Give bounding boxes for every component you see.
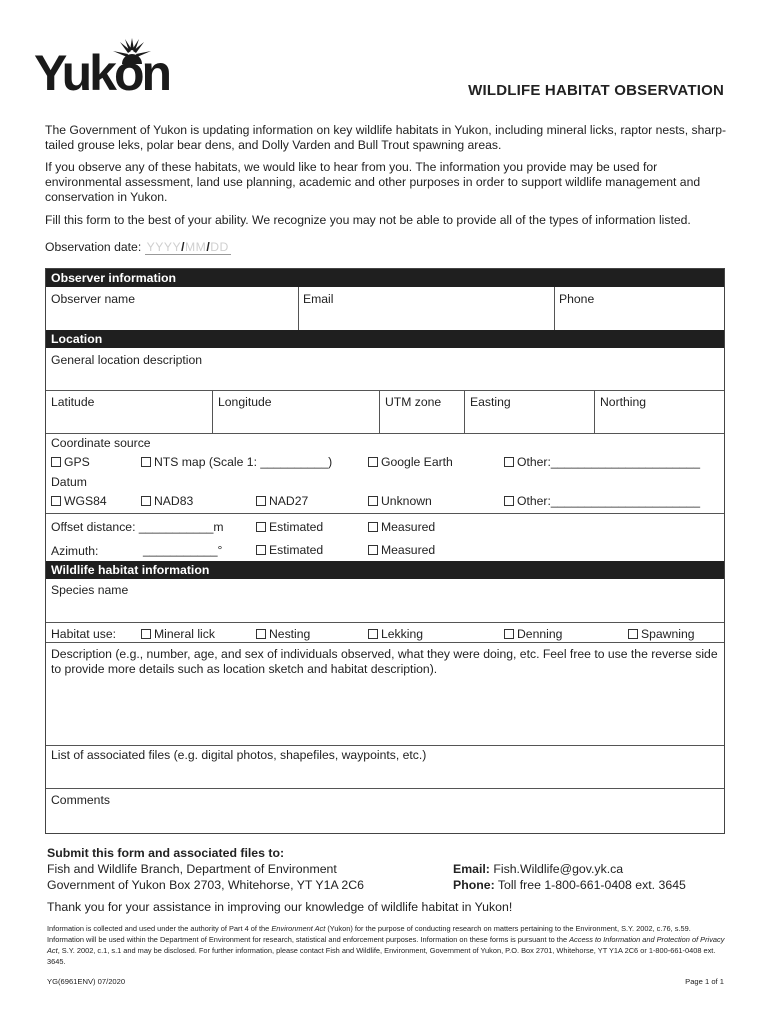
datum-option-wgs84[interactable]	[51, 494, 107, 508]
intro-paragraph-1: The Government of Yukon is updating information on key wildlife habitats in Yukon, including mineral licks, raptor nests, sharp-tailed grouse leks, polar bear dens, and Dolly Varden and Bull Trout spawning areas.	[45, 123, 727, 152]
notice-act-name: Access to Information and Protection of Privacy Act	[47, 935, 725, 955]
checkbox[interactable]	[504, 629, 514, 639]
option-label: NAD27	[269, 494, 309, 508]
divider	[46, 513, 724, 514]
phone-label: Phone	[559, 292, 595, 306]
offset-measured[interactable]	[368, 520, 435, 534]
notice-text: , S.Y. 2002, c.1, s.1 and may be disclosed. For further information, please contact Fish and Wildlife, Environment, Government of Yukon, P.O. Box 2701, Whitehorse, YT Y1A 2C6 or 1-800-661-0408 ext. 3645.	[47, 946, 716, 966]
offset-blank[interactable]: ___________m	[138, 520, 224, 534]
option-label: Google Earth	[381, 455, 453, 469]
submit-email	[453, 862, 623, 876]
description-field[interactable]	[46, 643, 724, 745]
email-label: Email	[303, 292, 334, 306]
checkbox[interactable]	[141, 496, 151, 506]
yukon-logo	[34, 40, 174, 102]
page-number: Page 1 of 1	[685, 977, 724, 986]
option-label: Nesting	[269, 627, 311, 641]
datum-option-unknown[interactable]	[368, 494, 432, 508]
checkbox[interactable]	[141, 457, 151, 467]
option-label: Measured	[381, 520, 436, 534]
observation-date-label: Observation date:	[45, 240, 142, 254]
month-placeholder: MM	[185, 240, 207, 254]
longitude-label: Longitude	[218, 395, 272, 409]
observation-form	[45, 268, 725, 834]
coord-option-other[interactable]	[504, 455, 700, 469]
option-label: Estimated	[269, 543, 324, 557]
checkbox[interactable]	[368, 457, 378, 467]
checkbox[interactable]	[256, 545, 266, 555]
associated-files-label: List of associated files (e.g. digital photos, shapefiles, waypoints, etc.)	[51, 748, 427, 762]
option-label: Denning	[517, 627, 563, 641]
azimuth-blank[interactable]: ___________°	[143, 543, 223, 557]
intro-paragraph-3: Fill this form to the best of your ability. We recognize you may not be able to provide all of the types of information listed.	[45, 213, 691, 227]
phone-number: Toll free 1-800-661-0408 ext. 3645	[497, 878, 686, 892]
azimuth-label: Azimuth:	[51, 544, 99, 558]
checkbox[interactable]	[51, 496, 61, 506]
option-label: Spawning	[641, 627, 695, 641]
checkbox[interactable]	[256, 496, 266, 506]
comments-label: Comments	[51, 793, 110, 807]
option-label: Mineral lick	[154, 627, 215, 641]
logo-wordmark: Yukon	[34, 45, 170, 101]
option-label: GPS	[64, 455, 90, 469]
observation-date[interactable]	[45, 240, 231, 254]
coord-option-google-earth[interactable]	[368, 455, 453, 469]
divider	[212, 390, 213, 433]
notice-text: Information is collected and used under the authority of Part 4 of the	[47, 924, 272, 933]
privacy-notice	[47, 923, 727, 967]
checkbox[interactable]	[628, 629, 638, 639]
email-link[interactable]: Fish.Wildlife@gov.yk.ca	[493, 862, 624, 876]
coordinate-source-label: Coordinate source	[51, 436, 151, 450]
submit-phone	[453, 878, 686, 892]
year-placeholder: YYYY	[146, 240, 182, 254]
location-section-heading: Location	[46, 330, 724, 348]
checkbox[interactable]	[256, 522, 266, 532]
divider	[46, 433, 724, 434]
habitat-section-heading: Wildlife habitat information	[46, 561, 724, 579]
observer-name-field[interactable]	[46, 287, 298, 330]
offset-estimated[interactable]	[256, 520, 323, 534]
notice-act-name: Environment Act	[271, 924, 326, 933]
option-label: Measured	[381, 543, 436, 557]
latitude-label: Latitude	[51, 395, 95, 409]
submit-address-line1: Fish and Wildlife Branch, Department of Environment	[47, 862, 337, 876]
email-field[interactable]	[299, 287, 554, 330]
coord-option-nts-map[interactable]	[141, 455, 332, 469]
option-label: NTS map (Scale 1: __________)	[154, 455, 333, 469]
species-name-field[interactable]	[46, 579, 724, 622]
offset-label: Offset distance:	[51, 520, 136, 534]
phone-label: Phone:	[453, 878, 495, 892]
divider	[464, 390, 465, 433]
offset-distance[interactable]	[51, 520, 224, 534]
general-location-field[interactable]	[46, 348, 724, 390]
divider	[46, 622, 724, 623]
azimuth-measured[interactable]	[368, 543, 435, 557]
species-name-label: Species name	[51, 583, 129, 597]
checkbox[interactable]	[51, 457, 61, 467]
checkbox[interactable]	[504, 457, 514, 467]
use-option-nesting[interactable]	[256, 627, 310, 641]
divider	[379, 390, 380, 433]
option-label: WGS84	[64, 494, 107, 508]
observer-section-heading: Observer information	[46, 269, 724, 287]
checkbox[interactable]	[141, 629, 151, 639]
associated-files-field[interactable]	[46, 746, 724, 788]
use-option-lekking[interactable]	[368, 627, 423, 641]
option-label: Unknown	[381, 494, 432, 508]
datum-label: Datum	[51, 475, 87, 489]
checkbox[interactable]	[368, 522, 378, 532]
datum-option-nad27[interactable]	[256, 494, 308, 508]
divider	[594, 390, 595, 433]
habitat-use-label: Habitat use:	[51, 627, 117, 641]
use-option-spawning[interactable]	[628, 627, 695, 641]
option-label: Other:______________________	[517, 494, 700, 508]
divider	[46, 390, 724, 391]
checkbox[interactable]	[368, 545, 378, 555]
datum-option-nad83[interactable]	[141, 494, 193, 508]
option-label: Other:______________________	[517, 455, 700, 469]
datum-option-other[interactable]	[504, 494, 700, 508]
form-title: WILDLIFE HABITAT OBSERVATION	[468, 82, 724, 99]
general-location-label: General location description	[51, 353, 203, 367]
northing-label: Northing	[600, 395, 647, 409]
option-label: Estimated	[269, 520, 324, 534]
phone-field[interactable]	[555, 287, 724, 330]
utm-zone-label: UTM zone	[385, 395, 442, 409]
observation-date-field[interactable]	[145, 240, 231, 255]
coord-option-gps[interactable]	[51, 455, 90, 469]
thank-you-note: Thank you for your assistance in improving our knowledge of wildlife habitat in Yukon!	[47, 900, 513, 914]
submit-address-line2: Government of Yukon Box 2703, Whitehorse, YT Y1A 2C6	[47, 878, 364, 892]
checkbox[interactable]	[256, 629, 266, 639]
date-separator: /	[181, 240, 186, 254]
checkbox[interactable]	[368, 496, 378, 506]
use-option-denning[interactable]	[504, 627, 562, 641]
observer-name-label: Observer name	[51, 292, 135, 306]
azimuth-estimated[interactable]	[256, 543, 323, 557]
email-label: Email:	[453, 862, 490, 876]
option-label: NAD83	[154, 494, 194, 508]
checkbox[interactable]	[504, 496, 514, 506]
intro-paragraph-2: If you observe any of these habitats, we would like to hear from you. The information you provide may be used for environmental assessment, land use planning, academic and other purposes in order to support wildlife management and conservation in Yukon.	[45, 160, 701, 204]
description-label: Description (e.g., number, age, and sex of individuals observed, what they were doing, etc. Feel free to use the reverse side to provide more details such as location sketch and habitat description).	[51, 647, 718, 676]
checkbox[interactable]	[368, 629, 378, 639]
comments-field[interactable]	[46, 789, 724, 833]
form-id: YG(6961ENV) 07/2020	[47, 977, 126, 986]
submit-heading: Submit this form and associated files to:	[47, 846, 285, 860]
easting-label: Easting	[470, 395, 511, 409]
day-placeholder: DD	[210, 240, 229, 254]
date-separator: /	[206, 240, 211, 254]
option-label: Lekking	[381, 627, 424, 641]
notice-text: (Yukon) for the purpose of conducting research on matters pertaining to the Environment, S.Y. 2002, c.76, s.59. Information will be used within the Department of Environment for research, statistical and enforcement purposes. Information on these forms is pursuant to the	[47, 924, 691, 944]
use-option-mineral-lick[interactable]	[141, 627, 215, 641]
